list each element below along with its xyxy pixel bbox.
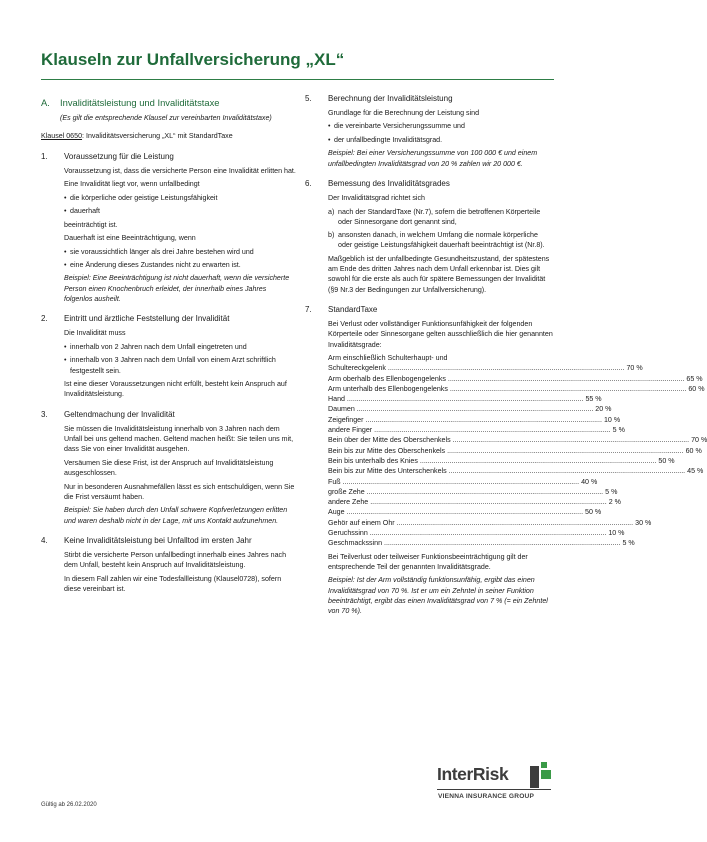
s7-p2: Bei Teilverlust oder teilweiser Funktionsbeeinträchtigung gilt der entsprechende Teil der genannten Invaliditätsgrade.: [328, 552, 528, 571]
right-column: [305, 89, 707, 620]
s7-p1: Bei Verlust oder vollständiger Funktionsunfähigkeit der folgenden Körperteile oder Sinnesorgane gelten ausschließlich die hier genannten Invaliditätsgrade:: [328, 319, 553, 349]
taxe-row-value: 70 %: [691, 436, 707, 445]
taxe-row-label: Geschmackssinn ........................................................................................................................: [328, 539, 621, 548]
taxe-row-value: 10 %: [608, 529, 625, 538]
s3-p3: Nur in besonderen Ausnahmefällen lässt es sich entschuldigen, wenn Sie die Frist versäumt haben.: [64, 482, 295, 501]
taxe-row: [328, 477, 598, 487]
s1-p3: beeinträchtigt ist.: [64, 220, 118, 229]
taxe-row-value: 65 %: [686, 374, 703, 383]
taxe-row-label: andere Finger ........................................................................................................................: [328, 426, 611, 435]
taxe-row-label: Bein bis unterhalb des Knies ........................................................................................................................: [328, 456, 657, 465]
taxe-row-value: 60 %: [688, 384, 705, 393]
s5-number: 5.: [305, 94, 312, 103]
s6-item-b: b) ansonsten danach, in welchem Umfang die normale körperliche oder geistige Leistungsfähigkeit dauerhaft beeinträchtigt ist (Nr.8).: [328, 231, 545, 250]
s7-example: Beispiel: Ist der Arm vollständig funktionsunfähig, ergibt das einen Invaliditätsgrad von 70 %. Ist er um ein Zehntel in seiner Funktion beeinträchtigt, ergibt das einen Invaliditätsgrad von 7 % (= ein Zehntel von 70 %).: [328, 576, 548, 616]
taxe-row-value: 40 %: [581, 477, 598, 486]
s2-title: Eintritt und ärztliche Feststellung der Invalidität: [64, 314, 230, 324]
s3-p2: Versäumen Sie diese Frist, ist der Anspruch auf Invaliditätsleistung ausgeschlossen.: [64, 458, 274, 478]
s1-title: Voraussetzung für die Leistung: [64, 151, 174, 161]
taxe-row: [328, 487, 618, 497]
s2-heading: [41, 313, 296, 324]
section-a-note: (Es gilt die entsprechende Klausel zur vereinbarten Invaliditätstaxe): [60, 114, 272, 122]
taxe-row-label: Bein bis zur Mitte des Oberschenkels ........................................................................................................................: [328, 446, 684, 455]
taxe-row-value: 5 %: [622, 539, 635, 548]
s2-bullet-2: • innerhalb von 3 Jahren nach dem Unfall von einem Arzt schriftlich festgestellt sein.: [64, 356, 276, 375]
s1-example: Beispiel: Eine Beeinträchtigung ist nicht dauerhaft, wenn die versicherte Person einen Knochenbruch erleidet, der innerhalb eines Jahres folgenlos ausheilt.: [64, 274, 290, 304]
taxe-row: [328, 394, 602, 404]
taxe-row-value: 70 %: [626, 364, 643, 373]
klausel-label: Klausel 0650: [41, 132, 83, 141]
logo-mark-icon: [530, 762, 552, 788]
s6-p2: Maßgeblich ist der unfallbedingte Gesundheitszustand, der spätestens am Ende des dritten Jahres nach dem Unfall erkennbar ist. Dies gilt sowohl für die erste als auch für spätere Bemessungen der Invalidität (§9 Nr.3 der Bedingungen zur Unfallversicherung).: [328, 254, 550, 294]
interrisk-logo: [437, 762, 552, 810]
taxe-row-label: Daumen ........................................................................................................................: [328, 405, 594, 414]
s4-title: Keine Invaliditätsleistung bei Unfalltod im ersten Jahr: [64, 535, 252, 545]
taxe-table: [305, 353, 707, 549]
s5-title: Berechnung der Invaliditätsleistung: [328, 94, 453, 103]
s7-title: StandardTaxe: [328, 304, 378, 314]
taxe-row: [328, 363, 643, 373]
taxe-row-label: Zeigefinger ........................................................................................................................: [328, 415, 602, 424]
taxe-row: [328, 528, 625, 538]
taxe-row-value: 50 %: [658, 456, 675, 465]
s1-bullet-2: • dauerhaft: [64, 207, 100, 216]
taxe-arm-head: Arm einschließlich Schulterhaupt- und: [328, 353, 448, 362]
s5-heading: [305, 93, 553, 104]
taxe-row-value: 30 %: [635, 518, 652, 527]
taxe-row: [328, 538, 635, 548]
s6-number: 6.: [305, 179, 312, 189]
s1-bullet-3: • sie voraussichtlich länger als drei Jahre bestehen wird und: [64, 247, 254, 256]
logo-underline: [437, 789, 551, 790]
taxe-row-value: 50 %: [585, 508, 602, 517]
s5-p1: Grundlage für die Berechnung der Leistung sind: [328, 109, 480, 117]
s2-p1: Die Invalidität muss: [64, 329, 126, 338]
section-a-number: A.: [41, 97, 50, 108]
taxe-row-label: Hand ........................................................................................................................: [328, 395, 584, 404]
taxe-row-label: Gehör auf einem Ohr ........................................................................................................................: [328, 518, 634, 527]
s4-number: 4.: [41, 535, 48, 545]
taxe-row-value: 55 %: [585, 395, 602, 404]
taxe-row-label: Arm oberhalb des Ellenbogengelenks ........................................................................................................................: [328, 374, 685, 383]
taxe-row-value: 5 %: [612, 426, 625, 435]
s1-bullet-4: • eine Änderung dieses Zustandes nicht zu erwarten ist.: [64, 260, 241, 269]
s5-example: Beispiel: Bei einer Versicherungssumme von 100 000 € und einem unfallbedingten Invaliditätsgrad von 20 % zahlen wir 20 000 €.: [328, 149, 538, 168]
taxe-row-value: 2 %: [608, 498, 621, 507]
taxe-row: [328, 425, 625, 435]
taxe-row: [328, 446, 702, 456]
taxe-row-label: große Zehe ........................................................................................................................: [328, 487, 604, 496]
s1-p2: Eine Invalidität liegt vor, wenn unfallbedingt: [64, 180, 200, 189]
taxe-row: [328, 497, 621, 507]
s1-bullet-1: • die körperliche oder geistige Leistungsfähigkeit: [64, 193, 218, 202]
logo-tagline: VIENNA INSURANCE GROUP: [438, 793, 535, 800]
s1-p4: Dauerhaft ist eine Beeinträchtigung, wenn: [64, 234, 196, 243]
taxe-row-label: Fuß ........................................................................................................................: [328, 477, 580, 486]
logo-wordmark: InterRisk: [437, 764, 509, 784]
taxe-row-label: andere Zehe ........................................................................................................................: [328, 498, 607, 507]
s3-heading: [41, 409, 296, 420]
klausel-text: : Invaliditätsversicherung „XL“ mit StandardTaxe: [82, 132, 233, 141]
s6-p1: Der Invaliditätsgrad richtet sich: [328, 194, 425, 203]
taxe-row-label: Geruchssinn ........................................................................................................................: [328, 529, 607, 538]
section-a-title: Invaliditätsleistung und Invaliditätstaxe: [60, 97, 220, 108]
taxe-rows: [328, 363, 707, 548]
s3-title: Geltendmachung der Invalidität: [64, 409, 175, 419]
s3-number: 3.: [41, 409, 48, 419]
s5-bullet-2: • der unfallbedingte Invaliditätsgrad.: [328, 135, 443, 144]
s1-p1: Voraussetzung ist, dass die versicherte Person eine Invalidität erlitten hat.: [64, 166, 296, 175]
title-rule: [41, 79, 554, 80]
taxe-row-label: Bein über der Mitte des Oberschenkels ........................................................................................................................: [328, 436, 690, 445]
klausel-line: [41, 131, 296, 141]
taxe-row-value: 45 %: [687, 467, 704, 476]
s1-number: 1.: [41, 151, 48, 161]
page-title: Klauseln zur Unfallversicherung „XL“: [41, 50, 345, 69]
taxe-row: [328, 518, 652, 528]
taxe-row-label: Bein bis zur Mitte des Unterschenkels ........................................................................................................................: [328, 467, 686, 476]
taxe-row-value: 20 %: [595, 405, 612, 414]
taxe-row-value: 60 %: [685, 446, 702, 455]
taxe-row: [328, 507, 602, 517]
footer-validity: Gültig ab 26.02.2020: [41, 802, 97, 808]
s7-number: 7.: [305, 304, 312, 314]
s2-number: 2.: [41, 314, 48, 324]
taxe-row: [328, 466, 704, 476]
taxe-row: [328, 435, 707, 445]
s3-p1: Sie müssen die Invaliditätsleistung innerhalb von 3 Jahren nach dem Unfall bei uns geltend machen. Geltend machen heißt: Sie teilen uns mit, dass Sie von einer Invalidität ausgehen.: [64, 424, 294, 454]
s2-p2: Ist eine dieser Voraussetzungen nicht erfüllt, besteht kein Anspruch auf Invaliditätsleistung.: [64, 380, 287, 399]
s1-heading: [41, 151, 296, 162]
s6-title: Bemessung des Invaliditätsgrades: [328, 179, 450, 189]
taxe-row: [328, 404, 612, 414]
s5-bullet-1: • die vereinbarte Versicherungssumme und: [328, 122, 465, 131]
taxe-row: [328, 384, 705, 394]
taxe-row-label: Auge ........................................................................................................................: [328, 508, 584, 517]
s7-heading: [305, 304, 553, 315]
taxe-row-label: Schultereckgelenk ........................................................................................................................: [328, 364, 625, 373]
section-a-heading: [41, 97, 296, 109]
taxe-row-value: 10 %: [603, 415, 621, 424]
s6-item-a: a) nach der StandardTaxe (Nr.7), sofern die betroffenen Körperteile oder Sinnesorgane dort genannt sind,: [328, 207, 541, 226]
taxe-row: [328, 415, 621, 425]
s4-heading: [41, 535, 296, 546]
taxe-row-value: 5 %: [605, 487, 618, 496]
taxe-row: [328, 374, 703, 384]
s6-heading: [305, 178, 553, 189]
s3-example: Beispiel: Sie haben durch den Unfall schwere Kopfverletzungen erlitten und waren deshalb nicht in der Lage, mit uns Kontakt aufzunehmen.: [64, 506, 288, 525]
taxe-row-label: Arm unterhalb des Ellenbogengelenks ........................................................................................................................: [328, 384, 687, 393]
taxe-row: [328, 456, 675, 466]
s4-p2: In diesem Fall zahlen wir eine Todesfallleistung (Klausel0728), sofern diese vereinbart ist.: [64, 574, 282, 594]
s4-p1: Stirbt die versicherte Person unfallbedingt innerhalb eines Jahres nach dem Unfall, besteht kein Anspruch auf Invaliditätsleistung.: [64, 550, 287, 570]
s2-bullet-1: • innerhalb von 2 Jahren nach dem Unfall eingetreten und: [64, 342, 247, 351]
left-column: [41, 97, 296, 598]
